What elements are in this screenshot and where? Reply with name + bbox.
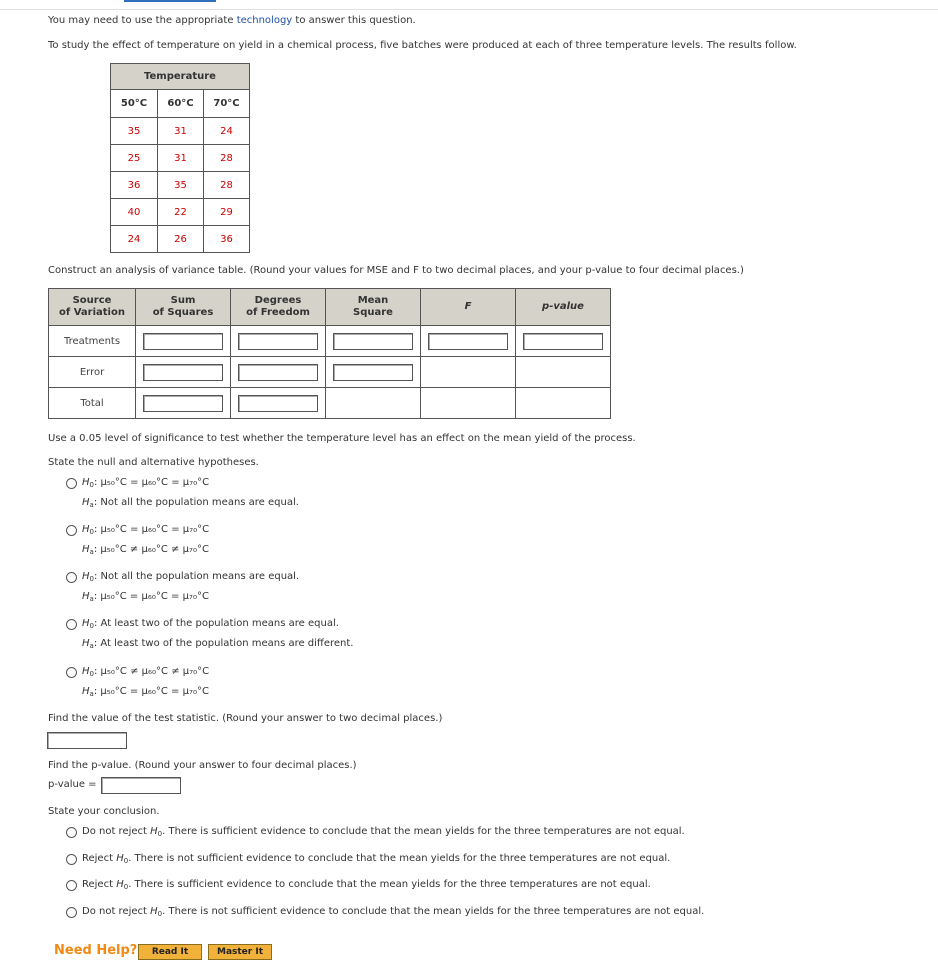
data-cell: 22	[158, 199, 204, 226]
significance-question: Use a 0.05 level of significance to test whether the temperature level has an effect on the mean yield of the process.	[48, 433, 636, 444]
conclusion-text: . There is not sufficient evidence to conclude that the mean yields for the three temperatures are not equal.	[128, 853, 671, 864]
ha-text: : μ₅₀°C ≠ μ₆₀°C ≠ μ₇₀°C	[93, 544, 209, 555]
table-title: Temperature	[111, 64, 250, 90]
h0-letter: H	[82, 571, 90, 582]
table-row	[49, 326, 611, 357]
radio-button[interactable]	[66, 619, 77, 630]
ha-letter: H	[82, 591, 90, 602]
data-cell: 36	[111, 172, 158, 199]
row-label-error: Error	[49, 357, 136, 388]
data-cell: 28	[204, 172, 250, 199]
data-cell: 35	[158, 172, 204, 199]
anova-table	[48, 288, 611, 419]
h0-letter: H	[82, 666, 90, 677]
column-header: 60°C	[158, 90, 204, 118]
read-it-button[interactable]: Read It	[138, 944, 202, 960]
master-it-button[interactable]: Master It	[208, 944, 272, 960]
h0-letter: H	[116, 853, 124, 864]
conclusion-text: . There is not sufficient evidence to conclude that the mean yields for the three temperatures are not equal.	[162, 906, 705, 917]
column-header: 50°C	[111, 90, 158, 118]
top-divider	[0, 9, 938, 10]
data-cell: 31	[158, 145, 204, 172]
h0-letter: H	[82, 524, 90, 535]
ha-text: : At least two of the population means are different.	[93, 638, 354, 649]
data-cell: 25	[111, 145, 158, 172]
row-label-treatments: Treatments	[49, 326, 136, 357]
error-ss-input[interactable]	[143, 364, 223, 381]
need-help-label: Need Help?	[54, 943, 138, 958]
radio-button[interactable]	[66, 667, 77, 678]
top-accent-bar	[124, 0, 216, 2]
conclusion-text: . There is sufficient evidence to conclude that the mean yields for the three temperatures are not equal.	[128, 879, 651, 890]
data-cell: 31	[158, 118, 204, 145]
anova-instruction: Construct an analysis of variance table. (Round your values for MSE and F to two decimal places, and your p-value to four decimal places.)	[48, 265, 744, 276]
h0-letter: H	[116, 879, 124, 890]
treatments-ss-input[interactable]	[143, 333, 223, 350]
h0-sub: 0	[123, 857, 129, 865]
table-row	[111, 172, 250, 199]
hypotheses-prompt: State the null and alternative hypotheses.	[48, 457, 259, 468]
technology-link[interactable]: technology	[236, 15, 293, 26]
data-cell: 24	[111, 226, 158, 253]
table-row	[111, 226, 250, 253]
error-ms-input[interactable]	[333, 364, 413, 381]
data-cell: 26	[158, 226, 204, 253]
table-row	[111, 199, 250, 226]
h0-letter: H	[82, 477, 90, 488]
temperature-data-table	[110, 63, 250, 253]
column-header: 70°C	[204, 90, 250, 118]
h0-text: : μ₅₀°C = μ₆₀°C = μ₇₀°C	[94, 477, 210, 488]
ha-sub: a	[89, 595, 94, 603]
h0-sub: 0	[123, 883, 129, 891]
error-df-input[interactable]	[238, 364, 318, 381]
h0-sub: 0	[89, 528, 94, 536]
empty-cell	[421, 357, 516, 388]
empty-cell	[516, 357, 611, 388]
h0-sub: 0	[89, 481, 94, 489]
conclusion-text: . There is sufficient evidence to conclude that the mean yields for the three temperatures are not equal.	[162, 826, 685, 837]
total-ss-input[interactable]	[143, 395, 223, 412]
data-cell: 35	[111, 118, 158, 145]
empty-cell	[516, 388, 611, 419]
h0-sub: 0	[157, 830, 163, 838]
ha-text: : Not all the population means are equal.	[93, 497, 299, 508]
radio-button[interactable]	[66, 827, 77, 838]
header-f: F	[421, 289, 516, 326]
h0-sub: 0	[89, 575, 94, 583]
treatments-ms-input[interactable]	[333, 333, 413, 350]
header-mean-square: Mean Square	[326, 289, 421, 326]
intro-prefix: You may need to use the appropriate	[48, 15, 237, 26]
p-value-input[interactable]	[101, 777, 181, 794]
ha-sub: a	[89, 642, 94, 650]
h0-text: : Not all the population means are equal.	[94, 571, 300, 582]
h0-letter: H	[150, 826, 158, 837]
ha-text: : μ₅₀°C = μ₆₀°C = μ₇₀°C	[93, 686, 209, 697]
header-source: Source of Variation	[49, 289, 136, 326]
h0-sub: 0	[89, 670, 94, 678]
radio-button[interactable]	[66, 854, 77, 865]
conclusion-action: Do not reject	[82, 906, 151, 917]
test-statistic-prompt: Find the value of the test statistic. (Round your answer to two decimal places.)	[48, 713, 443, 724]
header-sum-of-squares: Sum of Squares	[136, 289, 231, 326]
test-statistic-input[interactable]	[47, 732, 127, 749]
ha-letter: H	[82, 497, 90, 508]
p-value-prompt: Find the p-value. (Round your answer to four decimal places.)	[48, 760, 357, 771]
ha-text: : μ₅₀°C = μ₆₀°C = μ₇₀°C	[93, 591, 209, 602]
row-label-total: Total	[49, 388, 136, 419]
table-row	[49, 357, 611, 388]
data-cell: 24	[204, 118, 250, 145]
data-cell: 36	[204, 226, 250, 253]
ha-sub: a	[89, 690, 94, 698]
treatments-pvalue-input[interactable]	[523, 333, 603, 350]
conclusion-action: Reject	[82, 853, 117, 864]
ha-sub: a	[89, 548, 94, 556]
radio-button[interactable]	[66, 478, 77, 489]
table-row	[49, 388, 611, 419]
conclusion-action: Do not reject	[82, 826, 151, 837]
h0-letter: H	[82, 618, 90, 629]
h0-sub: 0	[157, 910, 163, 918]
ha-letter: H	[82, 686, 90, 697]
conclusion-action: Reject	[82, 879, 117, 890]
intro-suffix: to answer this question.	[292, 15, 416, 26]
h0-text: : μ₅₀°C ≠ μ₆₀°C ≠ μ₇₀°C	[94, 666, 210, 677]
p-value-label: p-value =	[48, 779, 97, 790]
h0-sub: 0	[89, 622, 94, 630]
table-row	[111, 145, 250, 172]
h0-letter: H	[150, 906, 158, 917]
data-cell: 28	[204, 145, 250, 172]
header-p-value: p-value	[516, 289, 611, 326]
radio-button[interactable]	[66, 572, 77, 583]
data-cell: 40	[111, 199, 158, 226]
radio-button[interactable]	[66, 880, 77, 891]
empty-cell	[421, 388, 516, 419]
problem-statement: To study the effect of temperature on yield in a chemical process, five batches were produced at each of three temperature levels. The results follow.	[48, 40, 797, 51]
treatments-df-input[interactable]	[238, 333, 318, 350]
radio-button[interactable]	[66, 525, 77, 536]
conclusion-prompt: State your conclusion.	[48, 806, 160, 817]
radio-button[interactable]	[66, 907, 77, 918]
table-row	[111, 118, 250, 145]
ha-letter: H	[82, 544, 90, 555]
header-degrees-of-freedom: Degrees of Freedom	[231, 289, 326, 326]
h0-text: : μ₅₀°C = μ₆₀°C = μ₇₀°C	[94, 524, 210, 535]
h0-text: : At least two of the population means are equal.	[94, 618, 339, 629]
ha-sub: a	[89, 501, 94, 509]
data-cell: 29	[204, 199, 250, 226]
treatments-f-input[interactable]	[428, 333, 508, 350]
total-df-input[interactable]	[238, 395, 318, 412]
empty-cell	[326, 388, 421, 419]
ha-letter: H	[82, 638, 90, 649]
intro-text	[48, 15, 416, 26]
